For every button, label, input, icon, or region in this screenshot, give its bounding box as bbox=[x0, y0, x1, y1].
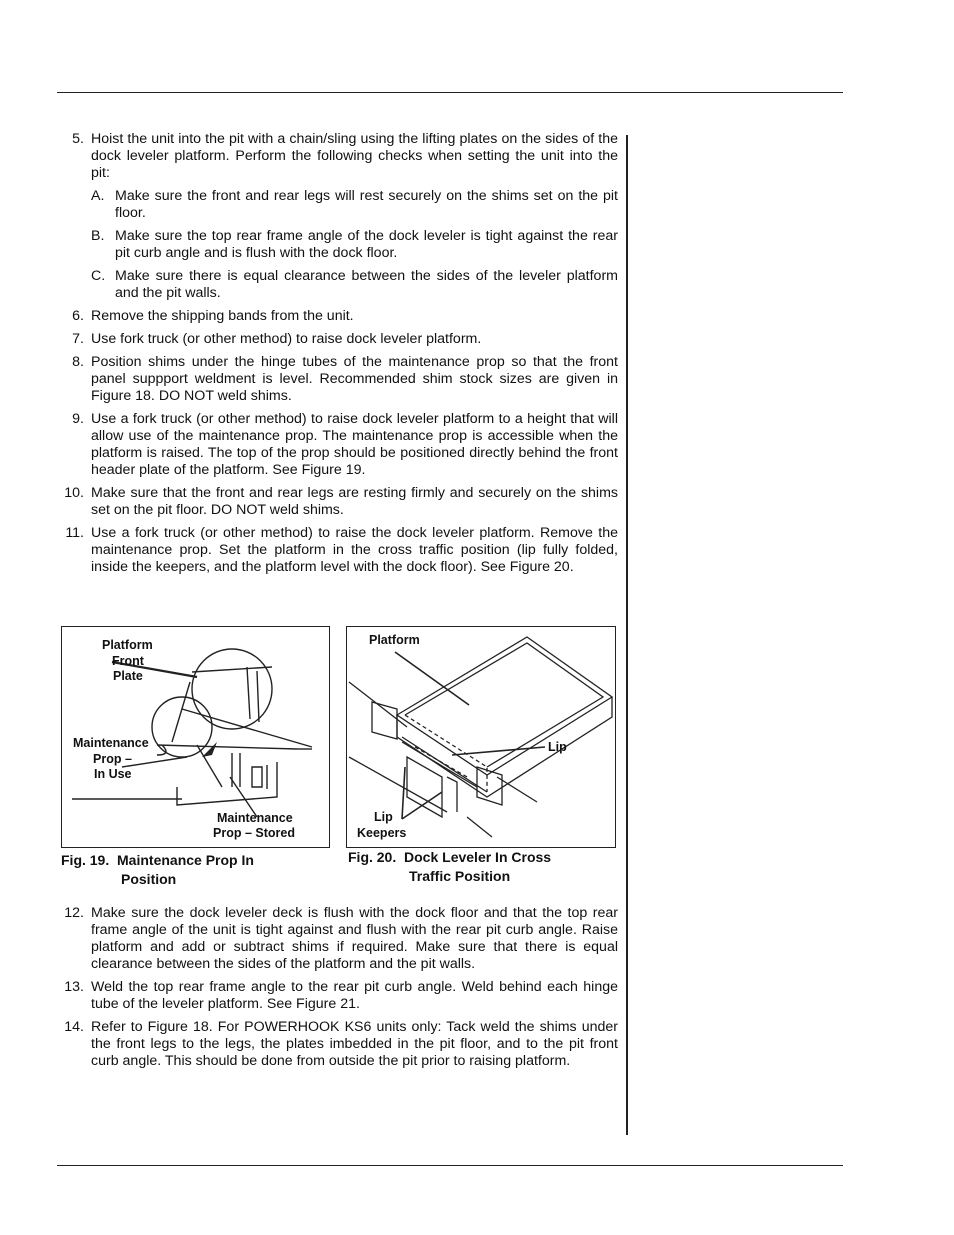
figure-20 bbox=[346, 626, 616, 848]
step-number: 13. bbox=[64, 979, 84, 995]
step-14 bbox=[58, 1019, 618, 1070]
step-12 bbox=[58, 905, 618, 973]
step-11 bbox=[58, 525, 618, 576]
substep-b bbox=[58, 228, 618, 262]
substep-letter: B. bbox=[91, 228, 105, 244]
step-text: Hoist the unit into the pit with a chain/sling using the lifting plates on the sides of the dock leveler platform. Perform the following checks when setting the unit into the pit: bbox=[91, 131, 618, 181]
fig20-caption-line2: Traffic Position bbox=[409, 868, 511, 884]
substep-letter: C. bbox=[91, 268, 106, 284]
fig19-label-platform: Platform bbox=[102, 638, 153, 652]
fig19-label-prop: Prop – bbox=[93, 752, 132, 766]
fig19-label-plate: Plate bbox=[113, 669, 143, 683]
fig19-label-front: Front bbox=[112, 654, 144, 668]
step-text: Use a fork truck (or other method) to raise the dock leveler platform. Remove the maintenance prop. Set the platform in the cross traffic position (lip fully folded, inside the keepers, and the platform level with the dock floor). See Figure 20. bbox=[91, 525, 618, 575]
step-number: 11. bbox=[65, 525, 84, 541]
step-13 bbox=[58, 979, 618, 1013]
step-number: 14. bbox=[64, 1019, 84, 1035]
substep-text: Make sure the top rear frame angle of the dock leveler is tight against the rear pit curb angle and is flush with the dock floor. bbox=[115, 228, 618, 261]
figure-19 bbox=[61, 626, 330, 848]
step-7 bbox=[58, 331, 618, 348]
fig20-label-lip-keepers-2: Keepers bbox=[357, 826, 407, 840]
step-text: Make sure the dock leveler deck is flush with the dock floor and that the top rear frame angle of the unit is tight against and flush with the rear pit curb angle. Raise platform and add or subtract shims if required. Make sure that there is equal clearance between the sides of the platform and the pit walls. bbox=[91, 905, 618, 972]
step-text: Make sure that the front and rear legs are resting firmly and securely on the shims set on the pit floor. DO NOT weld shims. bbox=[91, 485, 618, 518]
fig19-caption-line2: Position bbox=[121, 871, 177, 887]
step-text: Remove the shipping bands from the unit. bbox=[91, 308, 354, 324]
step-6 bbox=[58, 308, 618, 325]
fig19-label-inuse: In Use bbox=[94, 767, 132, 781]
substep-letter: A. bbox=[91, 188, 105, 204]
step-10 bbox=[58, 485, 618, 519]
step-text: Weld the top rear frame angle to the rear pit curb angle. Weld behind each hinge tube of the leveler platform. See Figure 21. bbox=[91, 979, 618, 1012]
steps-top bbox=[58, 131, 618, 582]
step-number: 8. bbox=[72, 354, 84, 370]
step-9 bbox=[58, 411, 618, 479]
step-number: 12. bbox=[64, 905, 84, 921]
step-5 bbox=[58, 131, 618, 182]
step-text: Use fork truck (or other method) to raise dock leveler platform. bbox=[91, 331, 482, 347]
step-text: Refer to Figure 18. For POWERHOOK KS6 units only: Tack weld the shims under the front legs to the legs, the plates imbedded in the pit floor, and to the pit front curb angle. This should be done from outside the pit prior to raising platform. bbox=[91, 1019, 618, 1069]
steps-bottom bbox=[58, 905, 618, 1076]
fig20-caption-line1: Fig. 20. Dock Leveler In Cross bbox=[348, 849, 552, 865]
step-8 bbox=[58, 354, 618, 405]
substep-text: Make sure the front and rear legs will rest securely on the shims set on the pit floor. bbox=[115, 188, 618, 221]
fig19-label-stored-1: Maintenance bbox=[217, 811, 293, 825]
fig19-label-stored-2: Prop – Stored bbox=[213, 826, 295, 840]
step-number: 7. bbox=[72, 331, 84, 347]
step-number: 9. bbox=[72, 411, 84, 427]
fig20-label-lip-keepers-1: Lip bbox=[374, 810, 393, 824]
substep-c bbox=[58, 268, 618, 302]
fig20-label-platform: Platform bbox=[369, 633, 420, 647]
substep-a bbox=[58, 188, 618, 222]
step-number: 5. bbox=[72, 131, 84, 147]
fig20-label-lip: Lip bbox=[548, 740, 567, 754]
step-text: Position shims under the hinge tubes of the maintenance prop so that the front panel suppport weldment is level. Recommended shim stock sizes are given in Figure 18. DO NOT weld shims. bbox=[91, 354, 618, 404]
step-number: 10. bbox=[64, 485, 84, 501]
step-number: 6. bbox=[72, 308, 84, 324]
fig19-caption-line1: Fig. 19. Maintenance Prop In bbox=[61, 852, 254, 868]
fig19-label-maintenance: Maintenance bbox=[73, 736, 149, 750]
header-rule bbox=[57, 92, 843, 93]
substep-text: Make sure there is equal clearance between the sides of the leveler platform and the pit walls. bbox=[115, 268, 618, 301]
step-text: Use a fork truck (or other method) to raise dock leveler platform to a height that will allow use of the maintenance prop. The maintenance prop is accessible when the platform is raised. The top of the prop should be positioned directly behind the front header plate of the platform. See Figure 19. bbox=[91, 411, 618, 478]
change-bar bbox=[626, 135, 628, 1135]
footer-rule bbox=[57, 1165, 843, 1166]
